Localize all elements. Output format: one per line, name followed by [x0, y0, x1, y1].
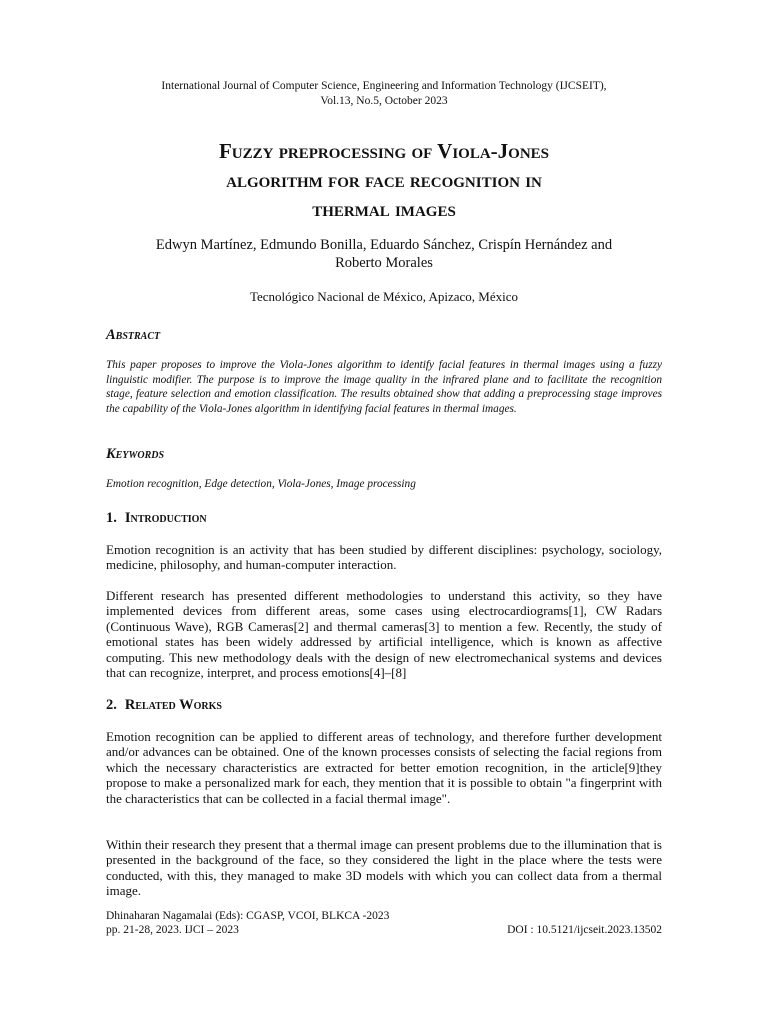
footer-editors: Dhinaharan Nagamalai (Eds): CGASP, VCOI, BLKCA -2023 [106, 910, 390, 922]
title-line-3: thermal images [312, 197, 456, 221]
abstract-text: This paper proposes to improve the Viola-Jones algorithm to identify facial features in thermal images using a fuzzy linguistic modifier. The purpose is to improve the image quality in the infrared plane and to facilitate the recognition stage, feature selection and emotion classification. The results obtained show that adding a preprocessing stage improves the capability of the Viola-Jones algorithm in identifying facial features in thermal images. [106, 359, 662, 415]
footer-proceedings [106, 909, 389, 937]
footer-doi: DOI : 10.5121/ijcseit.2023.13502 [507, 924, 662, 936]
title-line-2: algorithm for face recognition in [226, 168, 542, 192]
title-line-1: Fuzzy preprocessing of Viola-Jones [218, 139, 550, 163]
author-list [106, 236, 662, 272]
paper-title [106, 137, 662, 224]
related-works-heading [106, 696, 222, 714]
journal-volume: Vol.13, No.5, October 2023 [320, 94, 448, 107]
section-title: Related Works [124, 697, 222, 713]
authors-line-1: Edwyn Martínez, Edmundo Bonilla, Eduardo Sánchez, Crispín Hernández and [155, 237, 613, 253]
related-works-paragraph-2: Within their research they present that a thermal image can present problems due to the illumination that is presented in the background of the face, so they considered the light in the place where the tests were conducted, with this, they managed to make 3D models with which you can collect data from a thermal image. [106, 837, 662, 899]
section-title: Introduction [124, 510, 207, 526]
journal-name: International Journal of Computer Science, Engineering and Information Technology (IJCSEIT), [161, 80, 607, 92]
journal-header [106, 79, 662, 108]
related-works-paragraph-1: Emotion recognition can be applied to different areas of technology, and therefore further development and/or advances can be obtained. One of the known processes consists of selecting the facial regions from which the necessary characteristics are extracted for better emotion recognition, in the article[9]they propose to make a personalized mark for each, they mention that it is possible to obtain "a fingerprint with the characteristics that can be collected in a facial thermal image". [106, 729, 662, 806]
introduction-heading [106, 509, 207, 527]
section-number: 1. [106, 510, 117, 526]
footer-pages: pp. 21-28, 2023. IJCI – 2023 [106, 924, 239, 936]
authors-line-2: Roberto Morales [335, 255, 433, 271]
keywords-text: Emotion recognition, Edge detection, Viola-Jones, Image processing [106, 478, 416, 490]
abstract-heading: Abstract [106, 327, 161, 343]
section-number: 2. [106, 697, 117, 713]
introduction-paragraph-1: Emotion recognition is an activity that has been studied by different disciplines: psychology, sociology, medicine, philosophy, and human-computer interaction. [106, 542, 662, 573]
introduction-paragraph-2: Different research has presented different methodologies to understand this activity, so they have implemented devices from different areas, some cases using electrocardiograms[1], CW Radars (Continuous Wave), RGB Cameras[2] and thermal cameras[3] to mention a few. Recently, the study of emotional states has been widely addressed by artificial intelligence, which is known as affective computing. This new methodology deals with the design of new electromechanical systems and devices that can recognize, interpret, and process emotions[4]–[8] [106, 588, 662, 681]
keywords-heading: Keywords [106, 446, 165, 462]
affiliation: Tecnológico Nacional de México, Apizaco, México [249, 289, 519, 304]
